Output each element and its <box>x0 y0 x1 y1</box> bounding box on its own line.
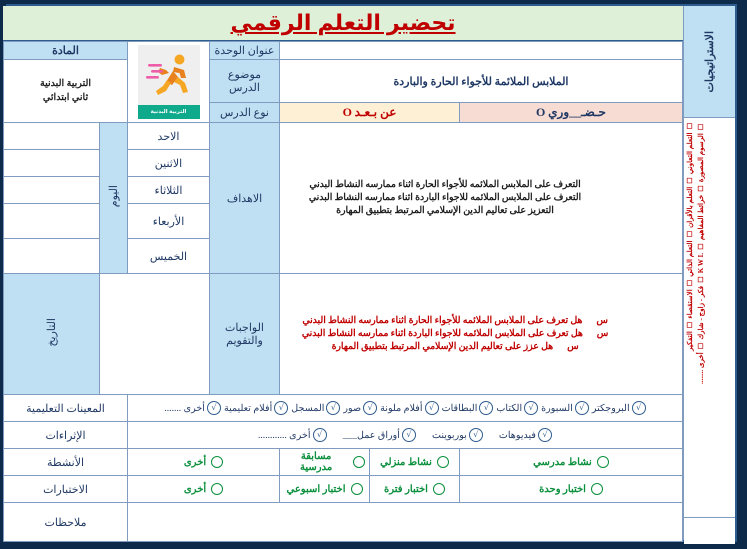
strategies-column-two[interactable]: ☐ الرسوم المصورة ☐ خرائط المفاهيم ☐ K W L ☐ فكر - زاوج - شارك ☐ أخرى ........ <box>697 122 705 384</box>
enrichment-item[interactable] <box>499 428 552 442</box>
lesson-plan-document <box>6 4 737 542</box>
test-cell-unit[interactable] <box>460 476 683 503</box>
subject-value-cell <box>4 60 128 123</box>
aid-item[interactable] <box>380 401 438 415</box>
objectives-label-cell: الاهداف <box>210 123 280 274</box>
lesson-type-onsite-mark: O <box>536 105 546 119</box>
lesson-plan-table <box>3 41 683 542</box>
date-blank-cell[interactable] <box>100 274 210 395</box>
enrichment-list <box>132 427 678 443</box>
lesson-value-cell[interactable]: الملابس الملائمة للأجواء الحارة والباردة <box>280 60 683 103</box>
option-circle-icon <box>351 483 363 495</box>
aid-item[interactable] <box>224 401 288 415</box>
aids-list <box>132 400 678 416</box>
evaluation-item-prefix: س <box>567 341 579 352</box>
evaluation-label-cell: الواجبات والتقويم <box>210 274 280 395</box>
objective-item: التعزيز على تعاليم الدين الإسلامي المرتبط بتطبيق المهارة <box>336 205 554 216</box>
aid-item[interactable] <box>164 401 221 415</box>
aids-value-cell[interactable] <box>128 395 683 422</box>
activity-label: أخرى <box>183 456 207 468</box>
test-item <box>132 483 275 495</box>
table-row-unit <box>4 42 683 60</box>
days-label-text: اليوم <box>108 185 120 208</box>
check-circle-icon: √ <box>469 428 483 442</box>
table-row-aids <box>4 395 683 422</box>
subject-value-line1: التربية البدنية <box>39 78 92 89</box>
running-figure-icon <box>138 45 200 105</box>
option-circle-icon <box>211 483 223 495</box>
strategies-header-label: الاستراتيجيات <box>704 30 716 93</box>
aid-label: أفلام ملونة <box>380 402 423 414</box>
strategies-sidebar <box>683 6 735 540</box>
enrichment-label: أخرى ............ <box>258 429 311 441</box>
lesson-type-onsite-cell[interactable] <box>460 103 683 123</box>
aid-label: أفلام تعليمية <box>223 402 273 414</box>
strategies-header <box>684 6 735 118</box>
activity-item <box>284 451 365 473</box>
check-circle-icon: √ <box>575 401 589 415</box>
evaluation-item-text: هل تعرف على الملابس الملائمه للاجواء الباردة اثناء ممارسه النشاط البدني <box>301 328 583 339</box>
activity-label: نشاط منزلي <box>380 456 432 468</box>
day-cell-sunday: الاحد <box>128 123 210 150</box>
strategies-footer-blank <box>684 517 735 544</box>
table-row-enrichment <box>4 422 683 449</box>
subject-value-line2: ثاني ابتدائي <box>42 92 89 103</box>
table-row-lesson <box>4 60 683 103</box>
enrichment-label: بوربوينت <box>431 429 467 441</box>
check-circle-icon: √ <box>402 428 416 442</box>
notes-label-cell: ملاحظات <box>4 503 128 542</box>
notes-value-cell[interactable] <box>128 503 683 542</box>
aid-item[interactable] <box>442 401 494 415</box>
logo-caption: التربية البدنية <box>138 105 200 119</box>
check-circle-icon: √ <box>326 401 340 415</box>
aid-item[interactable] <box>541 401 589 415</box>
strategies-list <box>684 118 735 517</box>
activity-label: مسابقة مدرسية <box>299 451 333 473</box>
test-label: أخرى <box>183 483 207 495</box>
date-cell-monday[interactable] <box>4 150 100 177</box>
aid-label: البروجكتر <box>591 402 630 414</box>
activity-cell-other[interactable] <box>128 449 280 476</box>
lesson-type-onsite-label: حـضـ__وري <box>548 105 606 119</box>
test-cell-period[interactable] <box>370 476 460 503</box>
option-circle-icon <box>591 483 603 495</box>
lesson-type-label-cell: نوع الدرس <box>210 103 280 123</box>
evaluation-item-prefix: س <box>596 315 608 326</box>
check-circle-icon: √ <box>538 428 552 442</box>
option-circle-icon <box>437 456 449 468</box>
test-label: اختبار فترة <box>384 483 428 495</box>
evaluation-item <box>292 328 618 341</box>
option-circle-icon <box>597 456 609 468</box>
enrichment-label-cell: الإثراءات <box>4 422 128 449</box>
strategies-column-one[interactable]: ☐ التعلم التعاوني ☐ التعلم بالأقران ☐ التعلم الذاتي ☐ الاستقصاء ☐ التفكير <box>686 122 694 352</box>
date-cell-wednesday[interactable] <box>4 204 100 239</box>
activity-item <box>132 456 275 468</box>
evaluation-item-text: هل عزز على تعاليم الدين الإسلامي المرتبط بتطبيق المهارة <box>331 341 554 352</box>
aid-label: البطاقات <box>441 402 478 414</box>
aid-item[interactable] <box>291 401 340 415</box>
check-circle-icon: √ <box>632 401 646 415</box>
logo-box <box>138 45 200 119</box>
day-cell-wednesday: الأربعاء <box>128 204 210 239</box>
activity-label: نشاط مدرسي <box>533 456 592 468</box>
activity-cell-school[interactable] <box>460 449 683 476</box>
check-circle-icon: √ <box>313 428 327 442</box>
lesson-label-cell: موضوع الدرس <box>210 60 280 103</box>
option-circle-icon <box>211 456 223 468</box>
check-circle-icon: √ <box>524 401 538 415</box>
evaluation-value-cell[interactable] <box>280 274 683 395</box>
activities-label-cell: الأنشطة <box>4 449 128 476</box>
day-cell-tuesday: الثلاثاء <box>128 177 210 204</box>
table-row-evaluation <box>4 274 683 395</box>
activity-cell-home[interactable] <box>370 449 460 476</box>
date-label-text: التاريخ <box>46 318 58 347</box>
activity-item <box>374 456 455 468</box>
objective-item: التعرف على الملابس الملائمه للأجواء الحارة اثناء ممارسه النشاط البدني <box>309 179 581 190</box>
test-cell-weekly[interactable] <box>280 476 370 503</box>
activity-item <box>464 456 678 468</box>
day-cell-monday: الاثنين <box>128 150 210 177</box>
aid-label: صور <box>343 402 362 414</box>
subject-label-cell: المادة <box>4 42 128 60</box>
test-label: اختبار وحدة <box>539 483 586 495</box>
lesson-type-remote-label: عن بـعـد <box>354 105 397 119</box>
table-row-notes <box>4 503 683 542</box>
main-region <box>3 6 683 540</box>
date-cell-tuesday[interactable] <box>4 177 100 204</box>
aid-item[interactable] <box>496 401 538 415</box>
date-cell-thursday[interactable] <box>4 239 100 274</box>
option-circle-icon <box>433 483 445 495</box>
enrichment-value-cell[interactable] <box>128 422 683 449</box>
objective-item: التعرف على الملابس الملائمه للاجواء الباردة اثناء ممارسه النشاط البدني <box>308 192 582 203</box>
enrichment-label: فيديوهات <box>498 429 537 441</box>
day-cell-thursday: الخميس <box>128 239 210 274</box>
activity-cell-contest[interactable] <box>280 449 370 476</box>
check-circle-icon: √ <box>274 401 288 415</box>
lesson-type-remote-cell[interactable] <box>280 103 460 123</box>
table-row-activities <box>4 449 683 476</box>
table-row-objectives <box>4 123 683 150</box>
test-cell-other[interactable] <box>128 476 280 503</box>
subject-logo-cell <box>128 42 210 123</box>
check-circle-icon: √ <box>207 401 221 415</box>
page-title: تحضير التعلم الرقمي <box>230 10 456 35</box>
aids-label-cell: المعينات التعليمية <box>4 395 128 422</box>
aid-item[interactable] <box>343 401 377 415</box>
days-vertical-label <box>100 123 128 274</box>
evaluation-item <box>292 341 618 354</box>
enrichment-item[interactable] <box>432 428 483 442</box>
objectives-value-cell[interactable] <box>280 123 683 274</box>
evaluation-item-prefix: س <box>596 328 609 339</box>
test-item <box>374 483 455 495</box>
evaluation-item-text: هل تعرف على الملابس الملائمه للأجواء الحارة اثناء ممارسه النشاط البدني <box>302 315 583 326</box>
check-circle-icon: √ <box>425 401 439 415</box>
test-item <box>464 483 678 495</box>
check-circle-icon: √ <box>479 401 493 415</box>
enrichment-label: أوراق عمل___ <box>342 429 400 441</box>
aid-item[interactable] <box>592 401 646 415</box>
lesson-type-remote-mark: O <box>342 105 352 119</box>
unit-label-cell: عنوان الوحدة <box>210 42 280 60</box>
tests-label-cell: الاختبارات <box>4 476 128 503</box>
date-vertical-label <box>4 274 100 395</box>
date-cell-sunday[interactable] <box>4 123 100 150</box>
table-row-tests <box>4 476 683 503</box>
aid-label: المسجل <box>291 402 325 414</box>
test-label: اختبار اسبوعي <box>286 483 346 495</box>
option-circle-icon <box>353 456 365 468</box>
aid-label: السبورة <box>541 402 573 414</box>
test-item <box>284 483 365 495</box>
aid-label: أخرى ....... <box>164 402 205 414</box>
evaluation-list <box>284 315 678 354</box>
aid-label: الكتاب <box>496 402 523 414</box>
enrichment-item[interactable] <box>258 428 327 442</box>
enrichment-item[interactable] <box>343 428 416 442</box>
document-title-bar <box>3 6 683 41</box>
evaluation-item <box>292 315 618 328</box>
unit-value-cell[interactable] <box>280 42 683 60</box>
check-circle-icon: √ <box>363 401 377 415</box>
objectives-list <box>284 179 678 218</box>
